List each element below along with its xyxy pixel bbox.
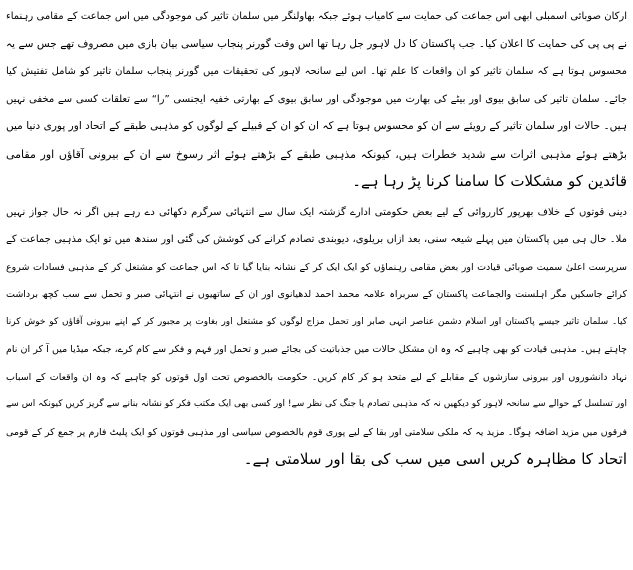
text-line: ارکان صوبائی اسمبلی ابھی اس جماعت کی حمایت سے کامیاب ہوئے جبکہ بھاولنگر میں سلمان تاثیر کی موجودگی میں اس جماعت کے مقامی رہنماء <box>6 11 627 22</box>
text-line: بڑھتے ہوئے مذہبی اثرات سے شدید خطرات ہیں، کیونکہ مذہبی طبقے کے بڑھتے ہوئے اثر رسوخ سے ان کے بیرونی آقاؤں اور مقامی <box>6 147 627 161</box>
text-line: چاہتے ہیں۔ مذہبی قیادت کو بھی چاہیے کہ وہ ان مشکل حالات میں جذباتیت کی بجائے صبر و تحمل اور فہم و فکر سے کام کرے، جبکہ میڈیا میں آ کر ان نام <box>6 344 627 355</box>
text-line: جائے۔ سلمان تاثیر کی سابق بیوی اور بیٹے کی بھارت میں موجودگی اور سابق بیوی کے بھارتی خفیہ ایجنسی ”را“ سے تعلقات کسی سے مخفی نہیں <box>6 93 627 105</box>
text-line: محسوس ہوتا ہے کہ سلمان تاثیر کو ان واقعات کا علم تھا۔ اس لیے سانحہ لاہور کی تحقیقات میں گورنر پنجاب سلمان تاثیر کو شامل تفتیش کیا <box>6 66 627 77</box>
text-line: ملا۔ حال ہی میں پاکستان میں پہلے شیعہ سنی، بعد ازاں بریلوی، دیوبندی تصادم کرانے کی کوشش کی گئی اور سندھ میں تو ایک مذہبی جماعت کے <box>6 234 627 245</box>
text-line: اور تسلسل کے حوالے سے سانحہ لاہور کو دیکھیں نہ کہ مذہبی تصادم یا جنگ کی نظر سے! اور کسی بھی ایک مکتب فکر کو نشانہ بنانے سے گریز کریں کیونکہ اس سے <box>6 399 627 409</box>
text-line: سرپرست اعلیٰ سمیت صوبائی قیادت اور بعض مقامی رہنماؤں کو ایک ایک کر کے نشانہ بنایا گیا تا کہ اس جماعت کو مشتعل کر کے مذہبی فسادات شروع <box>6 261 627 273</box>
text-line: دینی قوتوں کے خلاف بھرپور کارروائی کے لیے بعض حکومتی ادارے گزشتہ ایک سال سے انتہائی سرگرم دکھائی دے رہے ہیں اگر نہ حال جواز نہیں <box>6 206 627 218</box>
text-line: فرقوں میں مزید اضافہ ہوگا۔ مزید یہ کہ ملکی سلامتی اور بقا کے لیے پوری قوم بالخصوص سیاسی اور مذہبی قوتوں کو ایک پلیٹ فارم پر جمع کر کے قومی <box>6 426 627 438</box>
text-line: قائدین کو مشکلات کا سامنا کرنا پڑ رہا ہے۔ <box>352 172 627 190</box>
paragraph-one <box>6 3 627 196</box>
text-line: نہاد دانشوروں اور بیرونی سازشوں کے مقابلے کے لیے متحد ہو کر کام کریں۔ حکومت بالخصوص تحت اول قوتوں کو چاہیے کہ وہ ان واقعات کے اسباب <box>6 371 627 383</box>
text-line: اتحاد کا مظاہرہ کریں اسی میں سب کی بقا اور سلامتی ہے۔ <box>243 450 627 468</box>
text-line: نے پی پی کی حمایت کا اعلان کیا۔ جب پاکستان کا دل لاہور جل رہا تھا اس وقت گورنر پنجاب سیاسی بیان بازی میں مصروف تھے جس سے یہ <box>6 37 627 50</box>
paragraph-two <box>6 199 627 474</box>
text-line: کیا۔ سلمان تاثیر جیسے پاکستان اور اسلام دشمن عناصر انہی صابر اور تحمل مزاج لوگوں کو مشتعل اور بغاوت پر مجبور کر کے اپنے بیرونی آقاؤں کو خوش کرنا <box>6 316 627 327</box>
text-line: کرائے جاسکیں مگر اہلسنت والجماعت پاکستان کے سربراہ علامہ محمد احمد لدھیانوی اور ان کے ساتھیوں نے انتہائی صبر و تحمل سے سب کچھ برداشت <box>6 289 627 300</box>
text-line: ہیں۔ حالات اور سلمان تاثیر کے رویئے سے ان کو محسوس ہوتا ہے کہ ان کو ان کے قبیلے کے لوگوں کو مذہبی طبقے کے اتحاد اور پوری دنیا میں <box>6 120 627 132</box>
